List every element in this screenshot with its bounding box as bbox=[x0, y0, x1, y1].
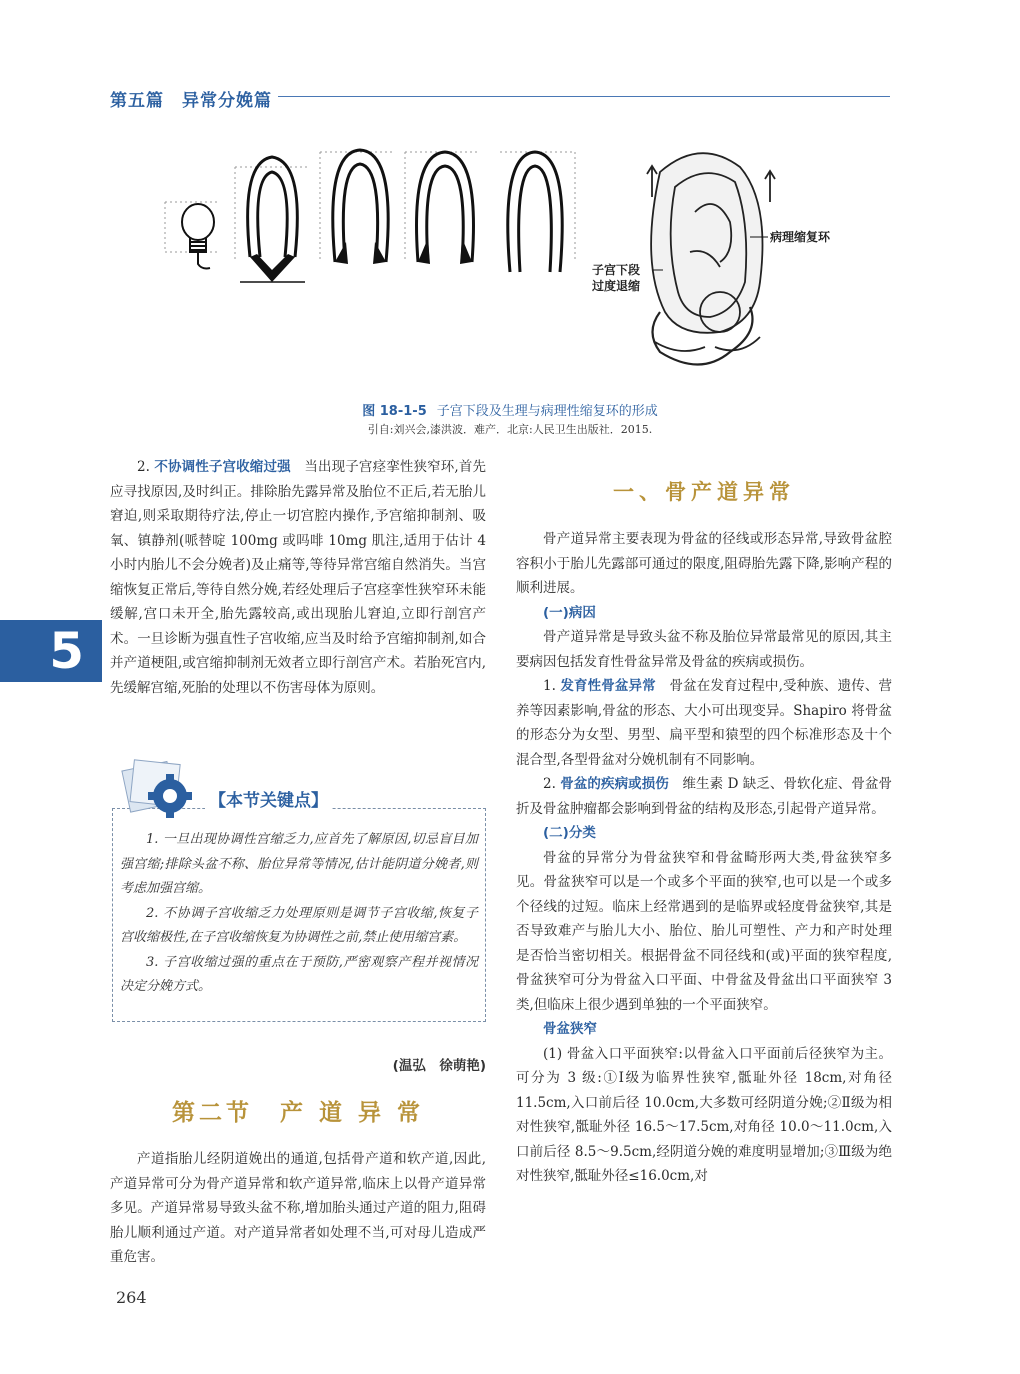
subheading-pelvic-stenosis: 骨盆狭窄 bbox=[543, 1021, 597, 1037]
figure-uterus-diagram bbox=[160, 142, 880, 392]
gear-icon bbox=[118, 758, 200, 820]
subheading-classification: (二)分类 bbox=[543, 825, 596, 841]
key-points-text bbox=[120, 828, 478, 1000]
cause-2-body: 维生素 D 缺乏、骨软化症、骨盆骨折及骨盆肿瘤都会影响到骨盆的结构及形态,引起骨产道异常。 bbox=[516, 776, 893, 817]
cause-intro: 骨产道异常是导致头盆不称及胎位异常最常见的原因,其主要病因包括发育性骨盆异常及骨盆的疾病或损伤。 bbox=[516, 629, 892, 670]
bony-intro: 骨产道异常主要表现为骨盆的径线或形态异常,导致骨盆腔容积小于胎儿先露部可通过的限度,阻碍胎先露下降,影响产程的顺利进展。 bbox=[516, 531, 892, 596]
item2-title: 不协调性子宫收缩过强 bbox=[154, 459, 291, 475]
header-rule bbox=[278, 96, 890, 97]
section2-intro bbox=[110, 1147, 486, 1270]
section2-body: 产道指胎儿经阴道娩出的通道,包括骨产道和软产道,因此,产道异常可分为骨产道异常和软产道异常,临床上以骨产道异常多见。产道异常易导致头盆不称,增加胎头通过产道的阻力,阻碍胎儿顺利通过产道。对产道异常者如处理不当,可对母儿造成严重危害。 bbox=[110, 1151, 486, 1265]
classification-body: 骨盆的异常分为骨盆狭窄和骨盆畸形两大类,骨盆狭窄多见。骨盆狭窄可以是一个或多个平面的狭窄,也可以是一个或多个径线的过短。临床上经常遇到的是临界或轻度骨盆狭窄,其是否导致难产与胎儿大小、胎位、胎儿可塑性、产力和产时处理是否恰当密切相关。根据骨盆不同径线和(或)平面的狭窄程度,骨盆狭窄可分为骨盆入口平面、中骨盆及骨盆出口平面狭窄 3 类,但临床上很少遇到单独的一个平面狭窄。 bbox=[516, 849, 892, 1013]
section2-heading: 第二节 产 道 异 常 bbox=[171, 1099, 425, 1126]
section-authors: (温弘 徐萌艳) bbox=[392, 1058, 486, 1074]
key-points-title: 【本节关键点】 bbox=[205, 786, 332, 811]
cause-1-title: 发育性骨盆异常 bbox=[560, 678, 656, 694]
figure-citation: 引自:刘兴会,漆洪波．难产．北京:人民卫生出版社．2015. bbox=[367, 423, 653, 436]
key-point-3: 3. 子宫收缩过强的重点在于预防,严密观察产程并视情况决定分娩方式。 bbox=[120, 954, 478, 994]
figure-caption bbox=[160, 400, 860, 419]
running-title: 第五篇 异常分娩篇 bbox=[110, 91, 272, 111]
key-point-1: 1. 一旦出现协调性宫缩乏力,应首先了解原因,切忌盲目加强宫缩;排除头盆不称、胎位异常等情况,估计能阴道分娩者,则考虑加强宫缩。 bbox=[120, 832, 478, 896]
label-pathological-ring: 病理缩复环 bbox=[770, 230, 831, 244]
cause-2-title: 骨盆的疾病或损伤 bbox=[560, 776, 669, 792]
caption-text: 子宫下段及生理与病理性缩复环的形成 bbox=[436, 404, 658, 419]
inlet-stenosis-body: (1) 骨盆入口平面狭窄:以骨盆入口平面前后径狭窄为主。可分为 3 级:①Ⅰ级为临界性狭窄,骶耻外径 18cm,对角径 11.5cm,入口前后径 10.0cm,大多数可经阴道分娩;②Ⅱ级为相对性狭窄,骶耻外径 16.5～17.5cm,对角径 10.0～11.0cm,入口前后径 8.5～9.5cm,经阴道分娩的难度明显增加;③Ⅲ级为绝对性狭窄,骶耻外径≤16.0cm,对 bbox=[516, 1045, 892, 1184]
item2-number: 2. bbox=[137, 459, 150, 475]
chapter-tab: 5 bbox=[0, 620, 102, 682]
key-point-2: 2. 不协调子宫收缩乏力处理原则是调节子宫收缩,恢复子宫收缩极性,在子宫收缩恢复为协调性之前,禁止使用缩宫素。 bbox=[120, 905, 478, 945]
label-lower-segment-2: 过度退缩 bbox=[592, 279, 641, 293]
uterus-illustration bbox=[160, 142, 880, 392]
cause-1-body: 骨盆在发育过程中,受种族、遗传、营养等因素影响,骨盆的形态、大小可出现变异。Shapiro 将骨盆的形态分为女型、男型、扁平型和猿型的四个标准形态及十个混合型,各型骨盆对分娩机制有不同影响。 bbox=[516, 678, 892, 768]
paragraph-item2 bbox=[110, 455, 486, 700]
label-lower-segment-1: 子宫下段 bbox=[592, 263, 641, 277]
cause-1-number: 1. bbox=[543, 678, 556, 694]
cause-2-number: 2. bbox=[543, 776, 556, 792]
right-column-text bbox=[516, 527, 892, 1189]
cause-2 bbox=[516, 772, 892, 821]
bony-canal-heading: 一、骨产道异常 bbox=[613, 479, 795, 504]
page-number: 264 bbox=[116, 1288, 147, 1307]
subheading-cause: (一)病因 bbox=[543, 604, 596, 621]
item2-body: 当出现子宫痉挛性狭窄环,首先应寻找原因,及时纠正。排除胎先露异常及胎位不正后,若无胎儿窘迫,则采取期待疗法,停止一切宫腔内操作,予宫缩抑制剂、吸氧、镇静剂(哌替啶 100mg 或吗啡 10mg 肌注,适用于估计 4 小时内胎儿不会分娩者)及止痛等,等待异常宫缩自然消失。当宫缩恢复正常后,等待自然分娩,若经处理后子宫痉挛性狭窄环未能缓解,宫口未开全,胎先露较高,或出现胎儿窘迫,立即行剖宫产术。一旦诊断为强直性子宫收缩,应当及时给予宫缩抑制剂,如合并产道梗阻,或宫缩抑制剂无效者立即行剖宫产术。若胎死宫内,先缓解宫缩,死胎的处理以不伤害母体为原则。 bbox=[110, 459, 486, 696]
left-column-text bbox=[110, 455, 486, 700]
caption-number: 图 18-1-5 bbox=[362, 404, 427, 419]
cause-1 bbox=[516, 674, 892, 772]
